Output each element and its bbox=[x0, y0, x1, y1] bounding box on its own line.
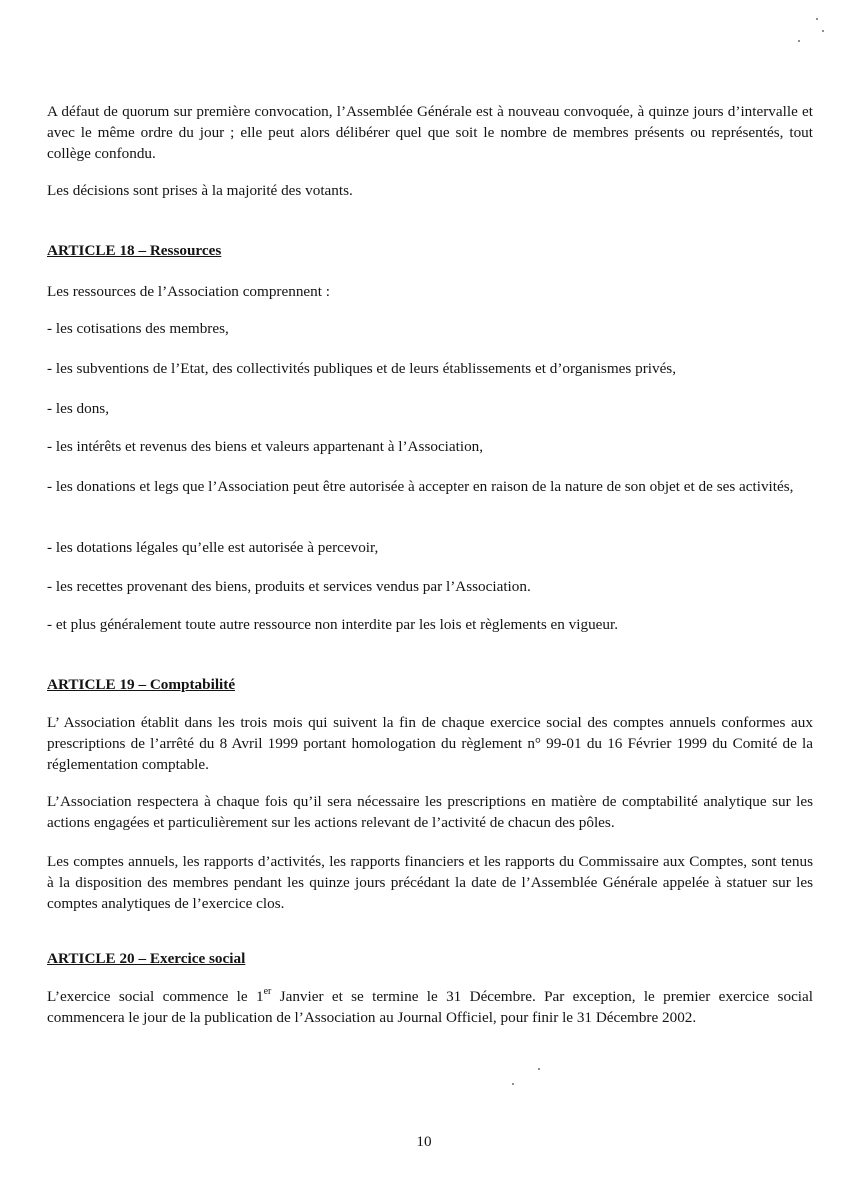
resource-item: - les subventions de l’Etat, des collectivités publiques et de leurs établissements et d’organismes privés, bbox=[47, 360, 677, 377]
article-18-intro: Les ressources de l’Association comprennent : bbox=[47, 283, 330, 300]
resource-item: - les recettes provenant des biens, produits et services vendus par l’Association. bbox=[47, 578, 531, 595]
scan-speck bbox=[816, 18, 818, 20]
article-19-paragraph: L’Association respectera à chaque fois qu’il sera nécessaire les prescriptions en matière de comptabilité analytique sur les actions engagées et particulièrement sur les actions relevant de l’activité de chacun des pôles. bbox=[47, 793, 813, 831]
resource-item: - les dotations légales qu’elle est autorisée à percevoir, bbox=[47, 539, 379, 556]
article-20-heading: ARTICLE 20 – Exercice social bbox=[47, 950, 246, 967]
resource-item: - les donations et legs que l’Association peut être autorisée à accepter en raison de la nature de son objet et de ses activités, bbox=[47, 478, 794, 495]
page-number: 10 bbox=[416, 1133, 432, 1150]
resource-item: - et plus généralement toute autre ressource non interdite par les lois et règlements en vigueur. bbox=[47, 616, 619, 633]
scan-speck bbox=[822, 30, 824, 32]
article-18-heading: ARTICLE 18 – Ressources bbox=[47, 242, 222, 259]
article-20-paragraph bbox=[47, 986, 813, 1028]
article-19-heading: ARTICLE 19 – Comptabilité bbox=[47, 676, 236, 693]
scan-speck bbox=[512, 1083, 514, 1085]
article-19-paragraph: Les comptes annuels, les rapports d’activités, les rapports financiers et les rapports du Commissaire aux Comptes, sont tenus à la disposition des membres pendant les quinze jours précédant la date de l’Assemblée Générale appelée à statuer sur les comptes analytiques de l’exercice clos. bbox=[47, 853, 813, 912]
paragraph-quorum: A défaut de quorum sur première convocation, l’Assemblée Générale est à nouveau convoquée, à quinze jours d’intervalle et avec le même ordre du jour ; elle peut alors délibérer quel que soit le nombre de membres présents ou représentés, tout collège confondu. bbox=[47, 103, 813, 162]
resource-item: - les intérêts et revenus des biens et valeurs appartenant à l’Association, bbox=[47, 438, 484, 455]
scan-speck bbox=[538, 1068, 540, 1070]
resource-item: - les dons, bbox=[47, 400, 110, 417]
resource-item: - les cotisations des membres, bbox=[47, 320, 229, 337]
paragraph-majority: Les décisions sont prises à la majorité des votants. bbox=[47, 182, 353, 199]
scan-speck bbox=[798, 40, 800, 42]
article-20-text-end: Janvier et se termine le 31 Décembre. Par exception, le premier exercice social commencera le jour de la publication de l’Association au Journal Officiel, pour finir le 31 Décembre 2002. bbox=[47, 988, 813, 1026]
article-19-paragraph: L’ Association établit dans les trois mois qui suivent la fin de chaque exercice social des comptes annuels conformes aux prescriptions de l’arrêté du 8 Avril 1999 portant homologation du règlement n° 99-01 du 16 Février 1999 du Comité de la réglementation comptable. bbox=[47, 714, 813, 773]
article-20-superscript: er bbox=[263, 985, 272, 997]
article-20-text-start: L’exercice social commence le 1 bbox=[47, 988, 264, 1005]
